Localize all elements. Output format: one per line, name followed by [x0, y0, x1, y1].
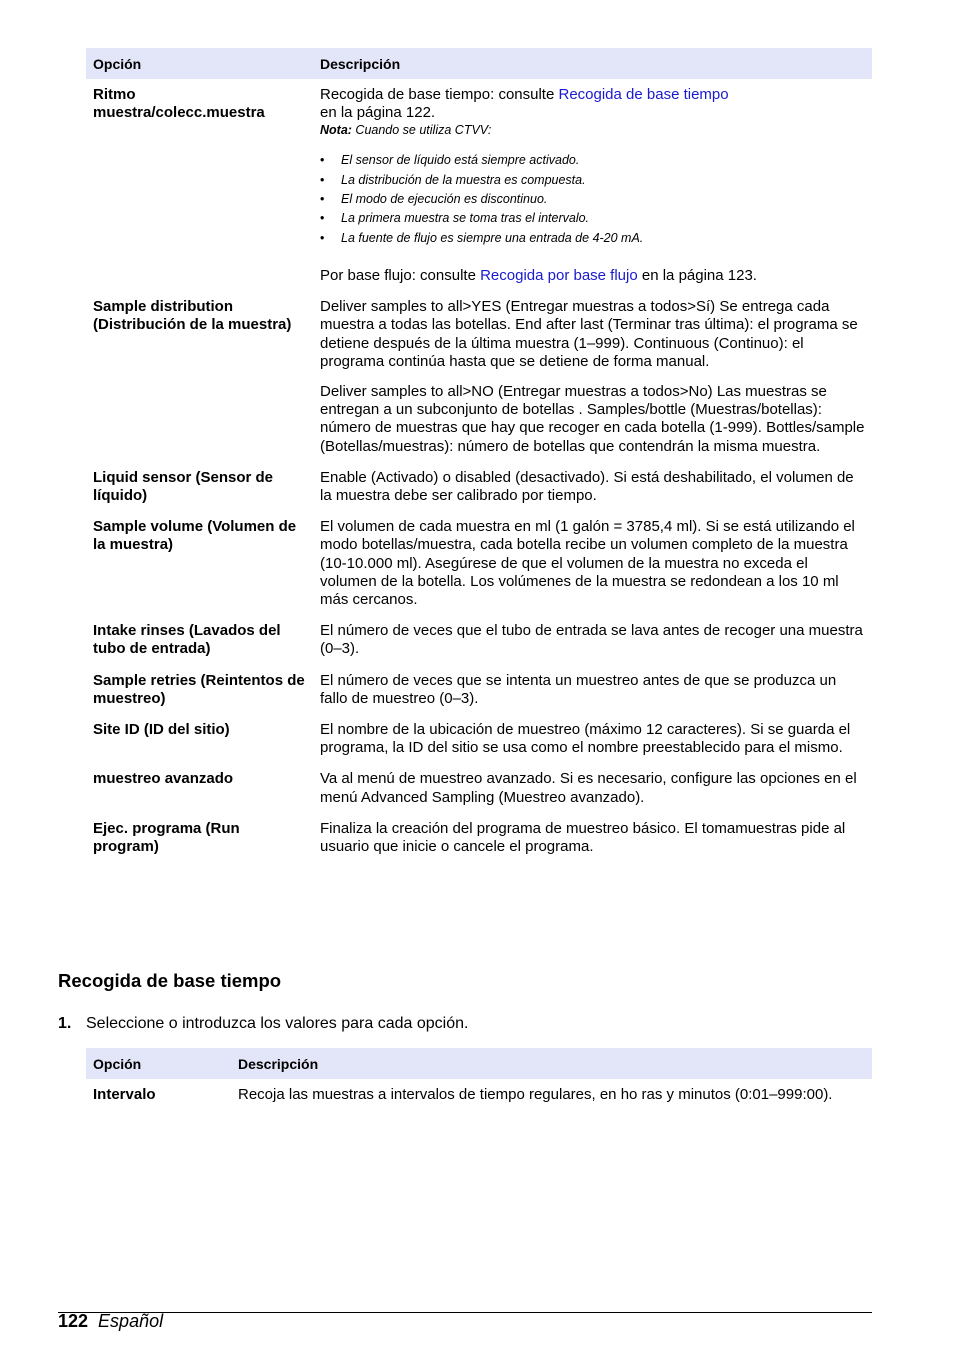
list-item: • La primera muestra se toma tras el intervalo. [320, 209, 865, 228]
header-description: Descripción [231, 1048, 872, 1079]
header-option: Opción [86, 1048, 231, 1079]
page-footer [58, 1311, 163, 1332]
option-label: Ejec. programa (Run program) [93, 819, 240, 855]
list-item: • La distribución de la muestra es compuesta. [320, 171, 865, 190]
option-label: Intake rinses (Lavados del tubo de entrada) [93, 622, 281, 658]
option-description: El número de veces que el tubo de entrada se lava antes de recoger una muestra (0–3). [320, 622, 863, 658]
header-option: Opción [86, 48, 313, 79]
list-item: • El sensor de líquido está siempre activado. [320, 151, 865, 170]
option-label: muestreo avanzado [93, 770, 234, 788]
option-description: El nombre de la ubicación de muestreo (máximo 12 caracteres). Si se guarda el programa, la ID del sitio se usa como el nombre preestablecido para el mismo. [320, 720, 851, 757]
options-table [86, 48, 872, 869]
table-row [86, 622, 872, 671]
table-row [86, 721, 872, 770]
list-item: • La fuente de flujo es siempre una entrada de 4-20 mA. [320, 229, 865, 248]
option-label: Liquid sensor (Sensor de líquido) [93, 468, 274, 504]
table-row [86, 79, 872, 298]
table-row [86, 469, 872, 518]
link-recogida-base-flujo[interactable]: Recogida por base flujo [480, 266, 638, 284]
option-description: Deliver samples to all>YES (Entregar muestras a todos>Sí) Se entrega cada muestra a todas las botellas. End after last (Terminar tras última): el programa se detiene después de la última muestra (1–999). Continuous (Continuo): el programa continúa hasta que se detiene de forma manual. Deliver samples to all>NO (Entregar muestras a todos>No) Las muestras se entregan a un subconjunto de botellas . Samples/bottle (Muestras/botellas): número de muestras que hay que recoger en cada botella (1-999). Bottles/sample (Botellas/muestras): número de botellas que contendrán la misma muestra. [320, 298, 865, 455]
table-row [86, 1079, 872, 1117]
option-description: Finaliza la creación del programa de muestreo básico. El tomamuestras pide al usuario que inicie o cancele el programa. [320, 819, 846, 855]
step-number: 1. [58, 1015, 72, 1032]
option-label: Sample distribution (Distribución de la muestra) [93, 298, 292, 334]
header-description: Descripción [313, 48, 872, 79]
table-row [86, 770, 872, 819]
option-description: Enable (Activado) o disabled (desactivado). Si está deshabilitado, el volumen de la muestra debe ser calibrado por tiempo. [320, 468, 854, 504]
option-description: Recoja las muestras a intervalos de tiempo regulares, en ho ras y minutos (0:01–999:00). [238, 1086, 833, 1103]
page-number: 122 [58, 1311, 89, 1331]
option-label: Sample retries (Reintentos de muestreo) [93, 671, 305, 707]
option-description: Recogida de base tiempo: consulte Recogida de base tiempo en la página 122. Nota: Cuando se utiliza CTVV: • El sensor de líquido está siempre activado. • La distribución de la muestra es compuesta. • El modo de ejecución es discontinuo. • La primera muestra se toma tras el intervalo. • La fuente de flujo es siempre una entrada de 4-20 mA. Por base flujo: consulte Recogida por base flujo en la página 123. [313, 79, 872, 298]
table-row [86, 518, 872, 622]
footer-divider [58, 1312, 872, 1313]
footer-language: Español [98, 1311, 164, 1331]
option-label: Intervalo [93, 1086, 156, 1103]
option-label: Ritmo muestra/colecc.muestra [93, 86, 265, 122]
step-item [58, 1015, 468, 1033]
option-label: Site ID (ID del sitio) [93, 720, 230, 738]
link-recogida-base-tiempo[interactable]: Recogida de base tiempo [558, 86, 729, 103]
table-row [86, 820, 872, 869]
option-description: El número de veces que se intenta un muestreo antes de que se produzca un fallo de muestreo (0–3). [320, 671, 837, 707]
section-heading: Recogida de base tiempo [58, 970, 282, 991]
table-header-row [86, 48, 872, 79]
table-row [86, 672, 872, 721]
option-description: El volumen de cada muestra en ml (1 galón = 3785,4 ml). Si se está utilizando el modo botellas/muestra, cada botella recibe un volumen completo de la muestra (10-10.000 ml). Asegúrese de que el volumen de la muestra no exceda el volumen de la botella. Los volúmenes de la muestra se redondean a los 10 ml más cercanos. [320, 518, 855, 608]
interval-table [86, 1048, 872, 1117]
option-description: Va al menú de muestreo avanzado. Si es necesario, configure las opciones en el menú Advanced Sampling (Muestreo avanzado). [320, 770, 857, 806]
option-label: Sample volume (Volumen de la muestra) [93, 518, 297, 554]
step-text: Seleccione o introduzca los valores para cada opción. [86, 1015, 469, 1032]
table-header-row [86, 1048, 872, 1079]
note: Nota: Cuando se utiliza CTVV: [320, 123, 492, 138]
list-item: • El modo de ejecución es discontinuo. [320, 190, 865, 209]
bullet-list [320, 151, 865, 247]
table-row [86, 298, 872, 469]
